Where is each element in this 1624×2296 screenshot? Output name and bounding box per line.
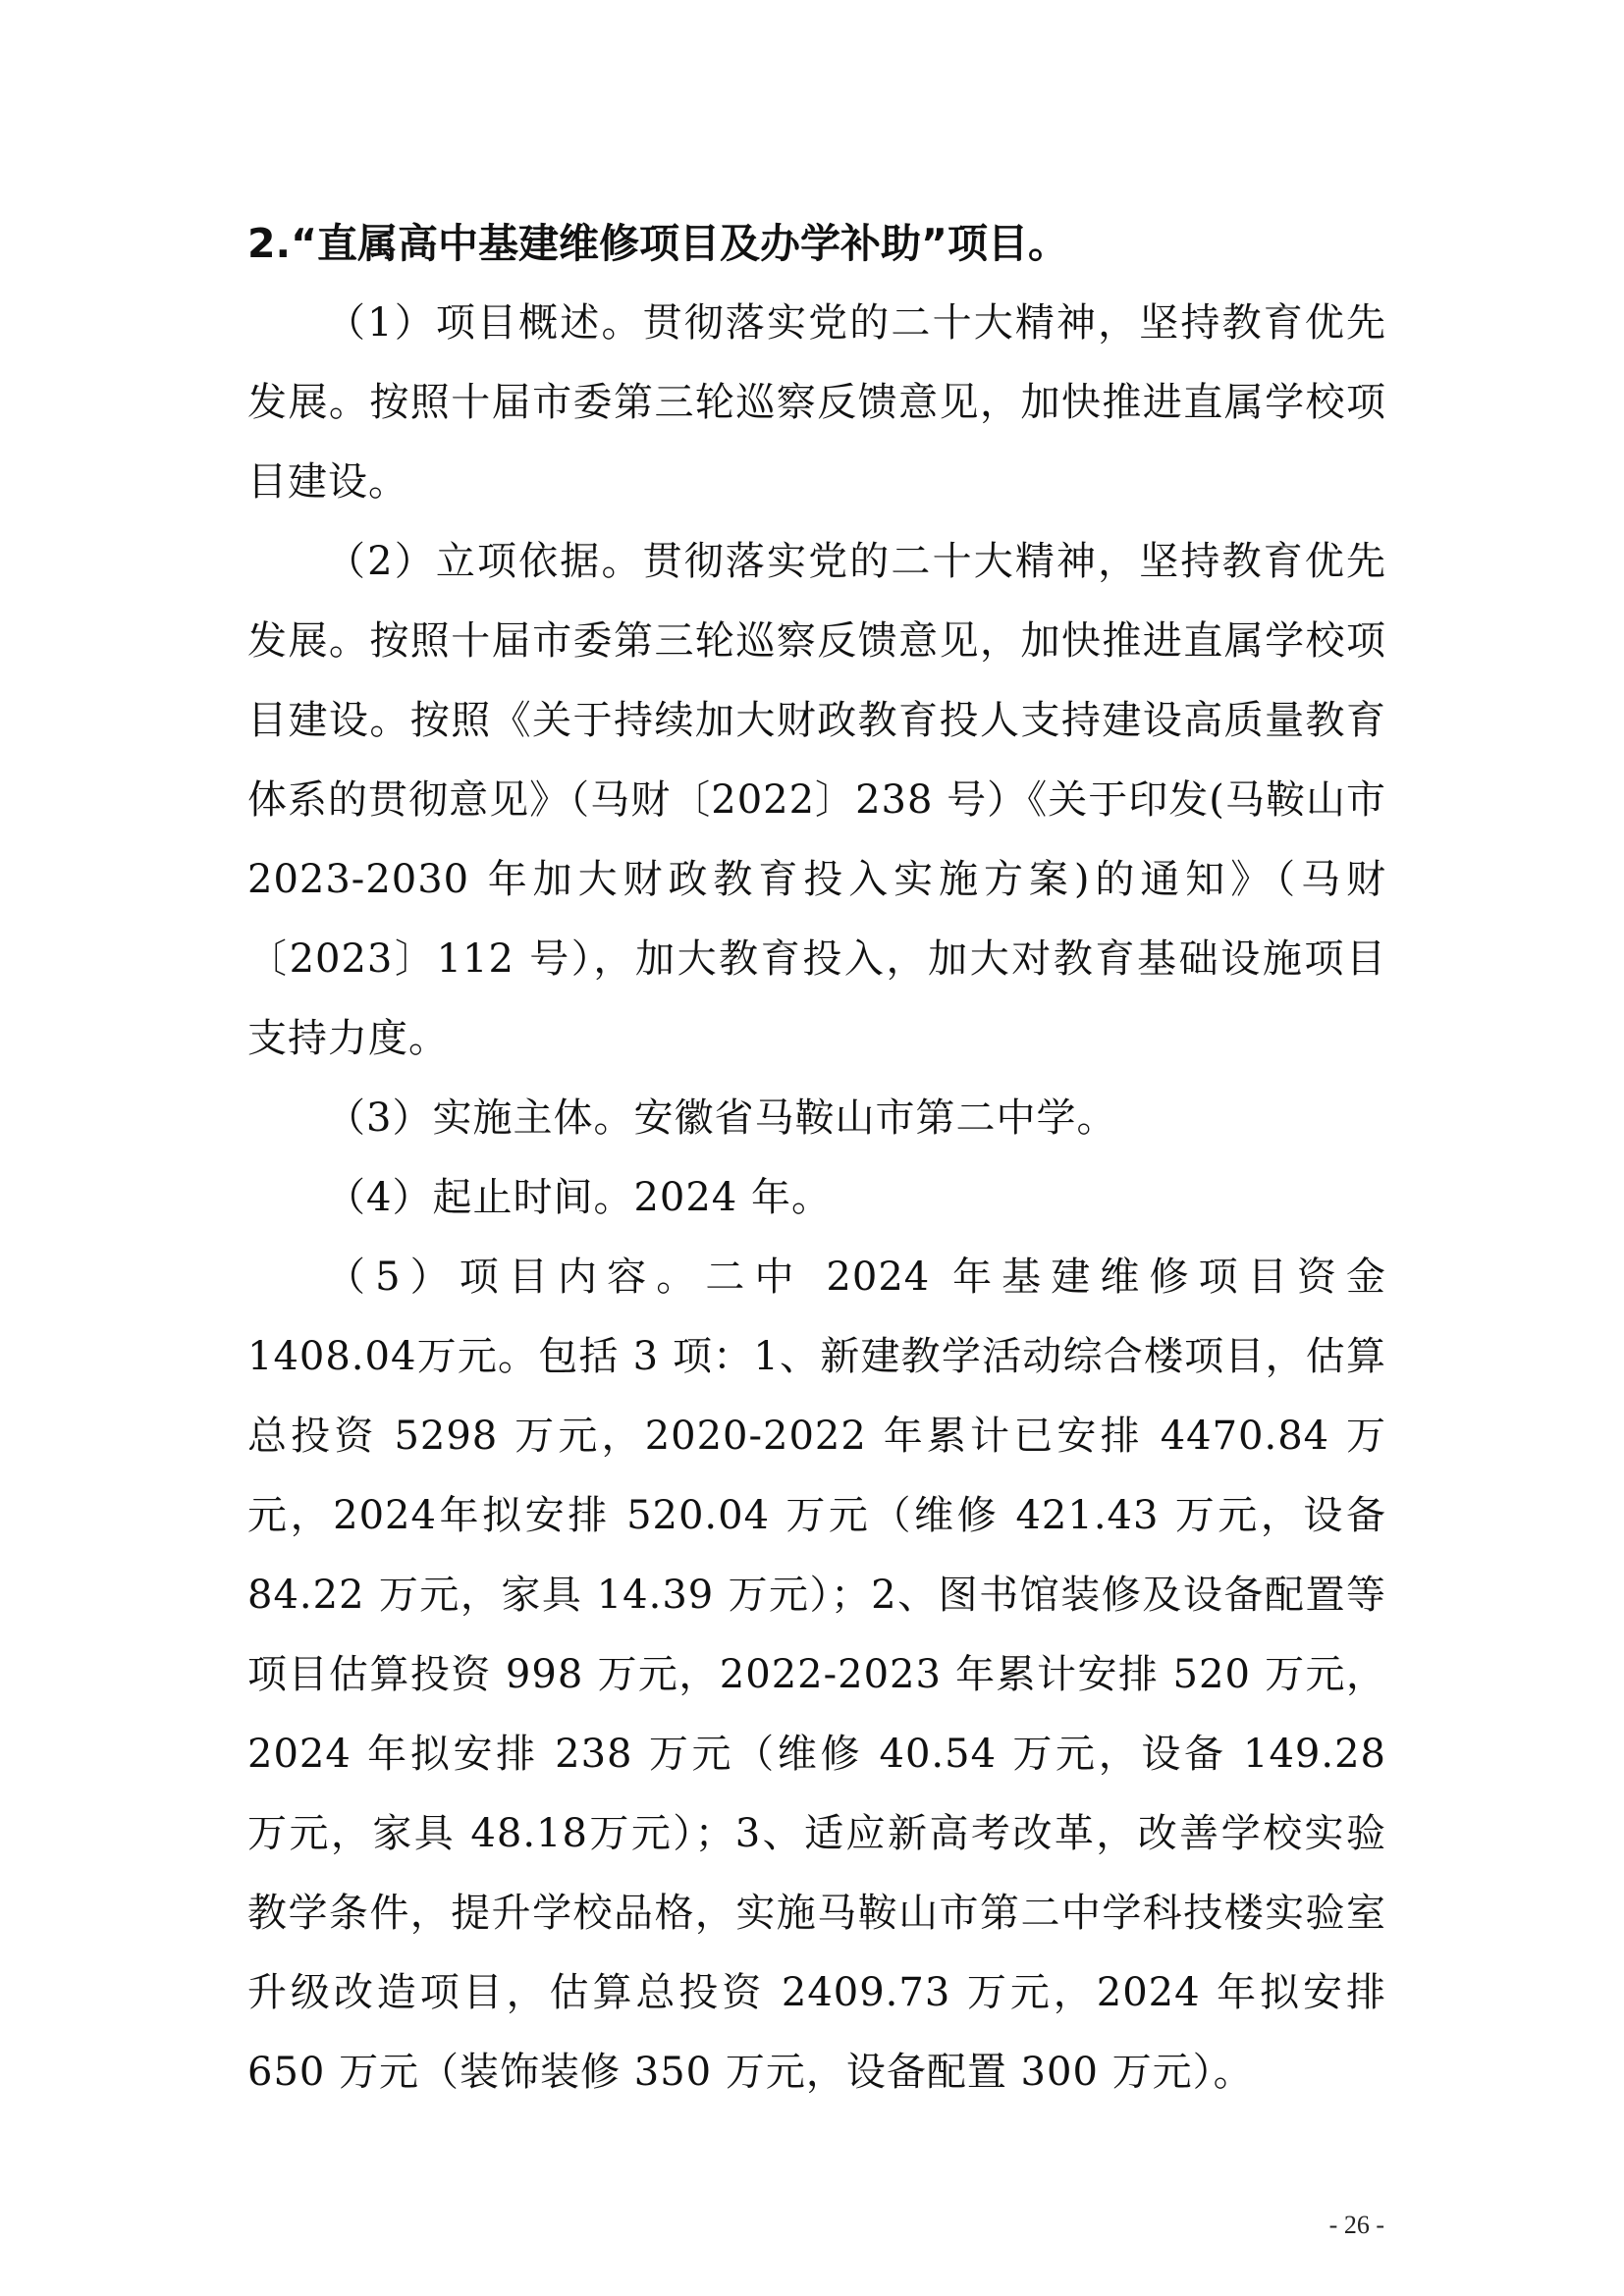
- page-content: [247, 204, 1386, 2112]
- page-number: - 26 -: [1328, 2211, 1384, 2239]
- paragraph-basis: （2）立项依据。贯彻落实党的二十大精神，坚持教育优先发展。按照十届市委第三轮巡察反馈意见，加快推进直属学校项目建设。按照《关于持续加大财政教育投人支持建设高质量教育体系的贯彻意见》（马财〔2022〕238 号）《关于印发(马鞍山市 2023-2030 年加大财政教育投入实施方案)的通知》（马财〔2023〕112 号），加大教育投入，加大对教育基础设施项目支持力度。: [247, 539, 1386, 1061]
- paragraph-content: （5）项目内容。二中 2024 年基建维修项目资金 1408.04万元。包括 3 项：1、新建教学活动综合楼项目，估算总投资 5298 万元，2020-2022 年累计已安排 4470.84 万元，2024年拟安排 520.04 万元（维修 421.43 万元，设备 84.22 万元，家具 14.39 万元）；2、图书馆装修及设备配置等项目估算投资 998 万元，2022-2023 年累计安排 520 万元，2024 年拟安排 238 万元（维修 40.54 万元，设备 149.28 万元，家具 48.18万元）；3、适应新高考改革，改善学校实验教学条件，提升学校品格，实施马鞍山市第二中学科技楼实验室升级改造项目，估算总投资 2409.73 万元，2024 年拟安排 650 万元（装饰装修 350 万元，设备配置 300 万元）。: [247, 1255, 1386, 2095]
- paragraph-overview: （1）项目概述。贯彻落实党的二十大精神，坚持教育优先发展。按照十届市委第三轮巡察反馈意见，加快推进直属学校项目建设。: [247, 300, 1386, 505]
- paragraph-implementer: （3）实施主体。安徽省马鞍山市第二中学。: [326, 1095, 1117, 1141]
- paragraph-timeframe: （4）起止时间。2024 年。: [326, 1175, 832, 1220]
- section-heading: 2.“直属高中基建维修项目及办学补助”项目。: [247, 220, 1068, 267]
